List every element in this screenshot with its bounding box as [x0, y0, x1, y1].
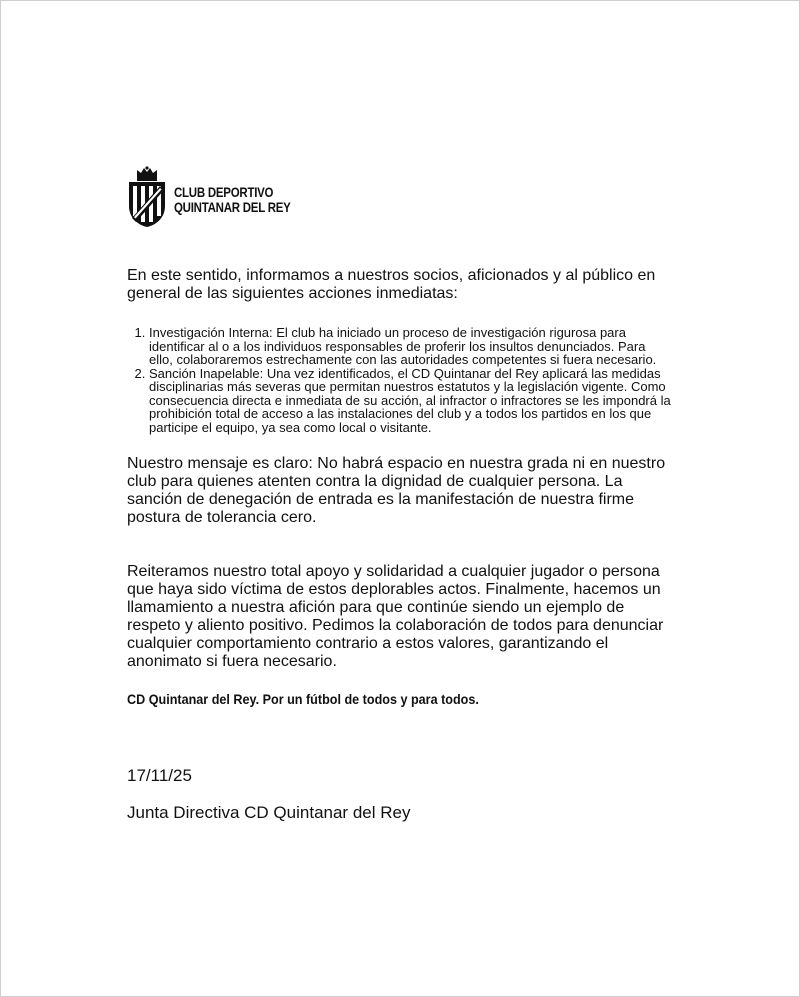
slogan: CD Quintanar del Rey. Por un fútbol de todos y para todos.: [127, 691, 479, 707]
action-item-sanction: 2. Sanción Inapelable: Una vez identificados, el CD Quintanar del Rey aplicará las medidas disciplinarias más severas que permitan nuestros estatutos y la legislación vigente. Como consecuencia directa e inmediata de su acción, al infractor o infractores se les impondrá la prohibición total de acceso a las instalaciones del club y a todos los partidos en los que participe el equipo, ya sea como local o visitante.: [149, 367, 672, 435]
support-paragraph: Reiteramos nuestro total apoyo y solidaridad a cualquier jugador o persona que haya sido víctima de estos deplorables actos. Finalmente, hacemos un llamamiento a nuestra afición para que continúe siendo un ejemplo de respeto y aliento positivo. Pedimos la colaboración de todos para denunciar cualquier comportamiento contrario a estos valores, garantizando el anonimato si fuera necesario.: [127, 563, 664, 670]
action-item-investigation: 1. Investigación Interna: El club ha iniciado un proceso de investigación rigurosa para identificar al o a los individuos responsables de proferir los insultos denunciados. Para ello, colaboraremos estrechamente con las autoridades competentes si fuera necesario.: [149, 326, 672, 367]
statement-date: 17/11/25: [127, 766, 192, 785]
club-logo: [126, 166, 316, 228]
statement-body: [127, 267, 672, 707]
club-name-line1: CLUB DEPORTIVO: [174, 184, 274, 200]
message-paragraph: Nuestro mensaje es claro: No habrá espacio en nuestra grada ni en nuestro club para quienes atenten contra la dignidad de cualquier persona. La sanción de denegación de entrada es la manifestación de nuestra firme postura de tolerancia cero.: [127, 455, 666, 526]
signature: Junta Directiva CD Quintanar del Rey: [127, 803, 411, 822]
actions-list: [127, 326, 672, 434]
club-name-line2: QUINTANAR DEL REY: [174, 199, 291, 215]
intro-paragraph: En este sentido, informamos a nuestros socios, aficionados y al público en general de las siguientes acciones inmediatas:: [127, 267, 656, 302]
club-crest-icon: [126, 166, 168, 228]
